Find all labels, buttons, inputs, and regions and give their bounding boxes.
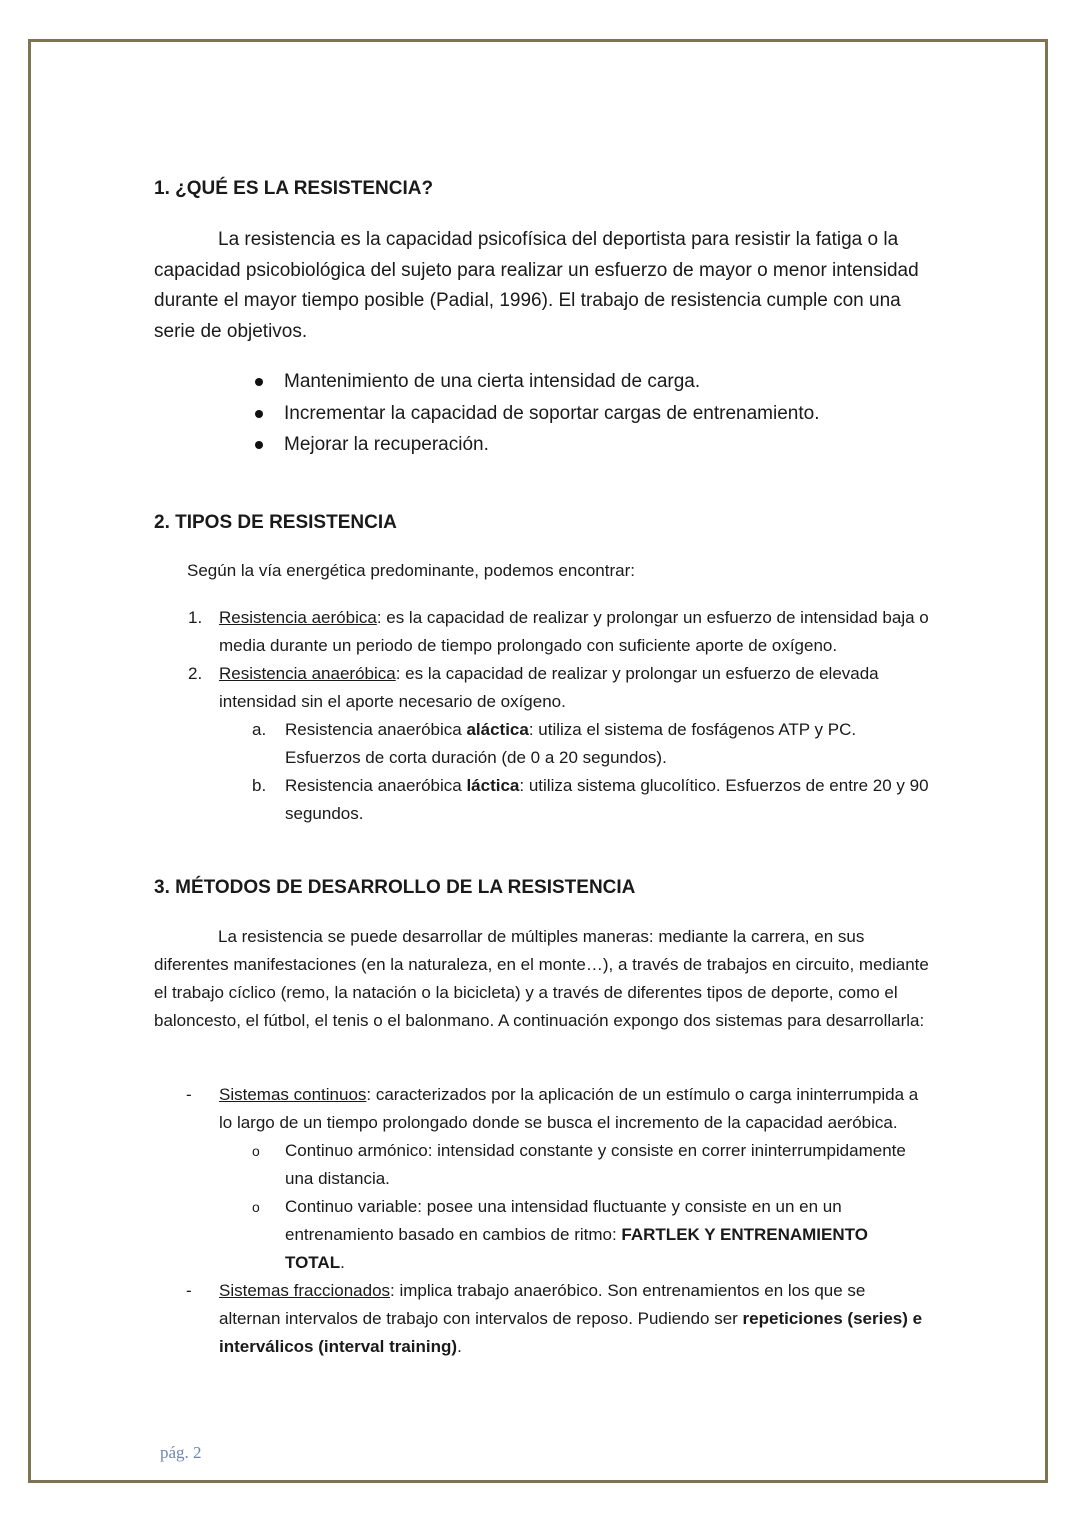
term: Sistemas fraccionados bbox=[219, 1281, 391, 1300]
term: Resistencia aeróbica bbox=[219, 608, 377, 627]
list-item: o Continuo armónico: intensidad constante y consiste en correr ininterrumpidamente una distancia. bbox=[252, 1137, 931, 1193]
list-marker: 2. bbox=[188, 664, 203, 683]
list-item: - Sistemas fraccionados: implica trabajo anaeróbico. Son entrenamientos en los que se alternan intervalos de trabajo con intervalos de reposo. Pudiendo ser repeticiones (series) e interválicos (interval training). bbox=[186, 1277, 931, 1361]
objectives-list bbox=[252, 366, 952, 461]
list-item: Incrementar la capacidad de soportar cargas de entrenamiento. bbox=[252, 398, 952, 430]
list-item: 1. Resistencia aeróbica: es la capacidad de realizar y prolongar un esfuerzo de intensidad baja o media durante un periodo de tiempo prolongado con suficiente aporte de oxígeno. bbox=[188, 604, 933, 660]
section-1-heading: 1. ¿QUÉ ES LA RESISTENCIA? bbox=[154, 178, 434, 199]
list-marker: b. bbox=[252, 776, 267, 795]
list-item: - Sistemas continuos: caracterizados por la aplicación de un estímulo o carga ininterrumpida a lo largo de un tiempo prolongado donde se busca el incremento de la capacidad aeróbica. bbox=[186, 1081, 931, 1137]
list-item: b. Resistencia anaeróbica láctica: utiliza sistema glucolítico. Esfuerzos de entre 20 y 90 segundos. bbox=[252, 772, 933, 828]
section-2-heading: 2. TIPOS DE RESISTENCIA bbox=[154, 512, 397, 533]
list-item: Mantenimiento de una cierta intensidad de carga. bbox=[252, 366, 952, 398]
list-marker: a. bbox=[252, 720, 267, 739]
section-1-paragraph: La resistencia es la capacidad psicofísica del deportista para resistir la fatiga o la capacidad psicobiológica del sujeto para realizar un esfuerzo de mayor o menor intensidad durante el mayor tiempo posible (Padial, 1996). El trabajo de resistencia cumple con una serie de objetivos. bbox=[154, 229, 919, 342]
list-item: o Continuo variable: posee una intensidad fluctuante y consiste en un en un entrenamiento basado en cambios de ritmo: FARTLEK Y ENTRENAMIENTO TOTAL. bbox=[252, 1193, 931, 1277]
systems-list bbox=[186, 1081, 931, 1361]
list-item: 2. Resistencia anaeróbica: es la capacidad de realizar y prolongar un esfuerzo de elevada intensidad sin el aporte necesario de oxígeno. bbox=[188, 660, 933, 716]
list-marker: - bbox=[186, 1281, 192, 1300]
page-number: pág. 2 bbox=[160, 1443, 202, 1462]
list-marker: o bbox=[252, 1199, 260, 1215]
term: Resistencia anaeróbica bbox=[219, 664, 396, 683]
term: Sistemas continuos bbox=[219, 1085, 367, 1104]
list-marker: - bbox=[186, 1085, 192, 1104]
list-item: a. Resistencia anaeróbica aláctica: utiliza el sistema de fosfágenos ATP y PC. Esfuerzos de corta duración (de 0 a 20 segundos). bbox=[252, 716, 933, 772]
section-3-heading: 3. MÉTODOS DE DESARROLLO DE LA RESISTENCIA bbox=[154, 877, 636, 898]
resistance-types-list bbox=[188, 604, 933, 828]
section-2-intro: Según la vía energética predominante, podemos encontrar: bbox=[187, 561, 635, 580]
list-marker: 1. bbox=[188, 608, 203, 627]
list-marker: o bbox=[252, 1143, 260, 1159]
section-3-paragraph: La resistencia se puede desarrollar de múltiples maneras: mediante la carrera, en sus diferentes manifestaciones (en la naturaleza, en el monte…), a través de trabajos en circuito, mediante el trabajo cíclico (remo, la natación o la bicicleta) y a través de diferentes tipos de deporte, como el baloncesto, el fútbol, el tenis o el balonmano. A continuación expongo dos sistemas para desarrollarla: bbox=[154, 927, 929, 1030]
list-item: Mejorar la recuperación. bbox=[252, 429, 952, 461]
